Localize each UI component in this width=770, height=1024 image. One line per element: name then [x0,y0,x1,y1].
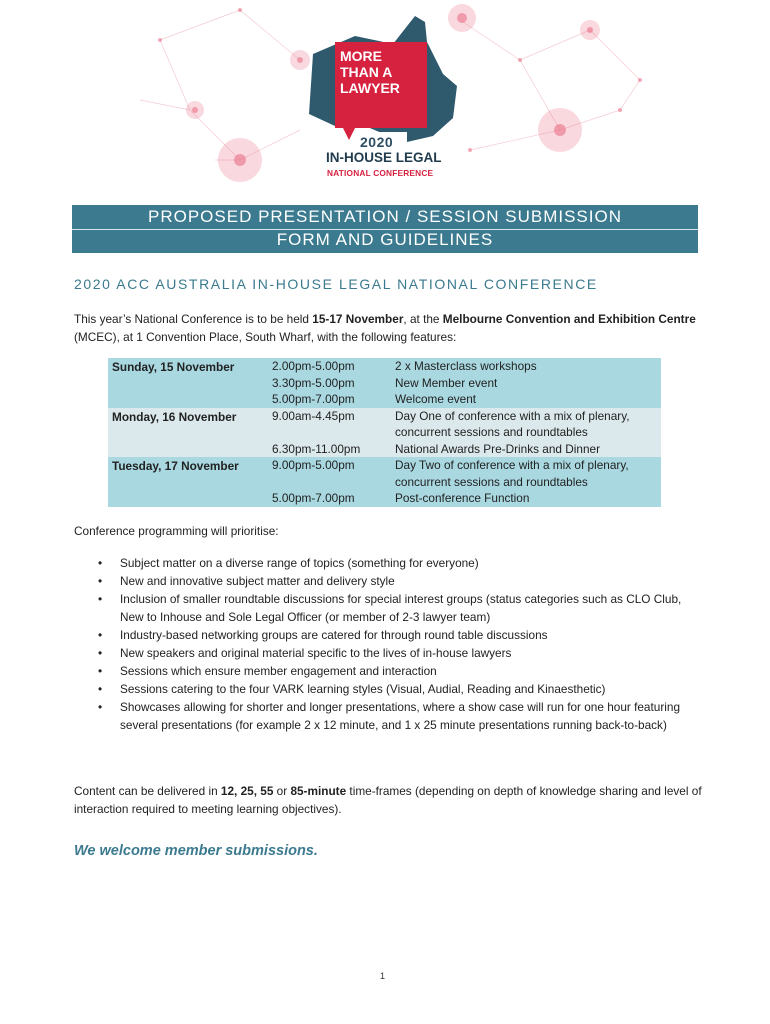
intro-dates: 15-17 November [312,312,404,326]
schedule-events [391,358,661,408]
logo-year: 2020 [360,134,394,150]
event-item: concurrent sessions and roundtables [395,425,588,439]
time-slot [272,474,387,491]
schedule-times [268,457,391,507]
intro-text-3: (MCEC), at 1 Convention Place, South Wharf, with the following features: [74,330,457,344]
time-slot: 2.00pm-5.00pm [272,359,355,373]
schedule-row-tuesday [108,457,661,507]
welcome-message: We welcome member submissions. [74,843,318,859]
logo-tagline: NATIONAL CONFERENCE [327,168,434,178]
intro-venue: Melbourne Convention and Exhibition Centre [442,312,696,326]
event-item: Post-conference Function [395,491,530,505]
list-item: • Sessions which ensure member engagement and interaction [96,662,706,680]
list-item: • Industry-based networking groups are catered for through round table discussions [96,626,706,644]
time-slot: 3.30pm-5.00pm [272,375,355,390]
time-slot: 9.00pm-5.00pm [272,458,355,472]
logo-main-text [340,48,430,96]
event-item: New Member event [395,375,498,390]
time-slot: 9.00am-4.45pm [272,408,355,423]
time-slot: 5.00pm-7.00pm [272,491,355,505]
page-number: 1 [380,971,386,981]
event-item: concurrent sessions and roundtables [395,474,588,489]
list-item: • New and innovative subject matter and delivery style [96,572,706,590]
intro-paragraph [74,310,704,346]
list-item: • Sessions catering to the four VARK learning styles (Visual, Audial, Reading and Kinaesthetic) [96,680,706,698]
programming-intro: Conference programming will prioritise: [74,524,279,538]
list-item: • Showcases allowing for shorter and longer presentations, where a show case will run for one hour featuring several presentations (for example 2 x 12 minute, and 1 x 25 minute presentations running back-to-back) [96,698,706,734]
time-slot: 6.30pm-11.00pm [272,441,361,456]
title-banner [72,205,698,253]
priorities-list [96,554,706,734]
title-line-1: PROPOSED PRESENTATION / SESSION SUBMISSION [147,207,622,226]
list-item: • Subject matter on a diverse range of topics (something for everyone) [96,554,706,572]
event-item: National Awards Pre-Drinks and Dinner [395,441,601,456]
content-text-3: time-frames (depending on depth of knowledge sharing and level of interaction required to meeting learning objectives). [74,784,702,816]
title-line-2: FORM AND GUIDELINES [276,230,494,249]
schedule-times [268,358,391,408]
content-text-1: Content can be delivered in [74,784,221,798]
content-paragraph [74,782,704,818]
schedule-day: Monday, 16 November [108,408,268,458]
logo-line-more: MORE [340,48,382,64]
event-item: 2 x Masterclass workshops [395,359,537,373]
section-heading: 2020 ACC AUSTRALIA IN-HOUSE LEGAL NATIONAL CONFERENCE [74,276,598,292]
schedule-day: Sunday, 15 November [108,358,268,408]
event-item: Day Two of conference with a mix of plenary, [395,458,629,472]
schedule-row-sunday [108,358,661,408]
logo-subtitle: IN-HOUSE LEGAL [326,150,442,165]
schedule-events [391,408,661,458]
time-slot: 5.00pm-7.00pm [272,392,355,406]
content-text-2: or [273,784,291,798]
intro-text-2: , at the [403,312,443,326]
content-durations: 12, 25, 55 [220,784,274,798]
logo-line-lawyer: LAWYER [340,80,400,96]
schedule-row-monday [108,408,661,458]
schedule-day: Tuesday, 17 November [108,457,268,507]
content-duration-long: 85-minute [290,784,347,798]
schedule-times [268,408,391,458]
list-item: • New speakers and original material specific to the lives of in-house lawyers [96,644,706,662]
event-item: Day One of conference with a mix of plenary, [395,408,630,423]
schedule-events [391,457,661,507]
list-item: • Inclusion of smaller roundtable discussions for special interest groups (status categories such as CLO Club, New to Inhouse and Sole Legal Officer (or member of 2-3 lawyer team) [96,590,706,626]
schedule-table [108,358,661,507]
event-item: Welcome event [395,392,477,406]
intro-text-1: This year’s National Conference is to be held [74,312,313,326]
time-slot [272,424,387,441]
logo-line-than-a: THAN A [340,64,393,80]
